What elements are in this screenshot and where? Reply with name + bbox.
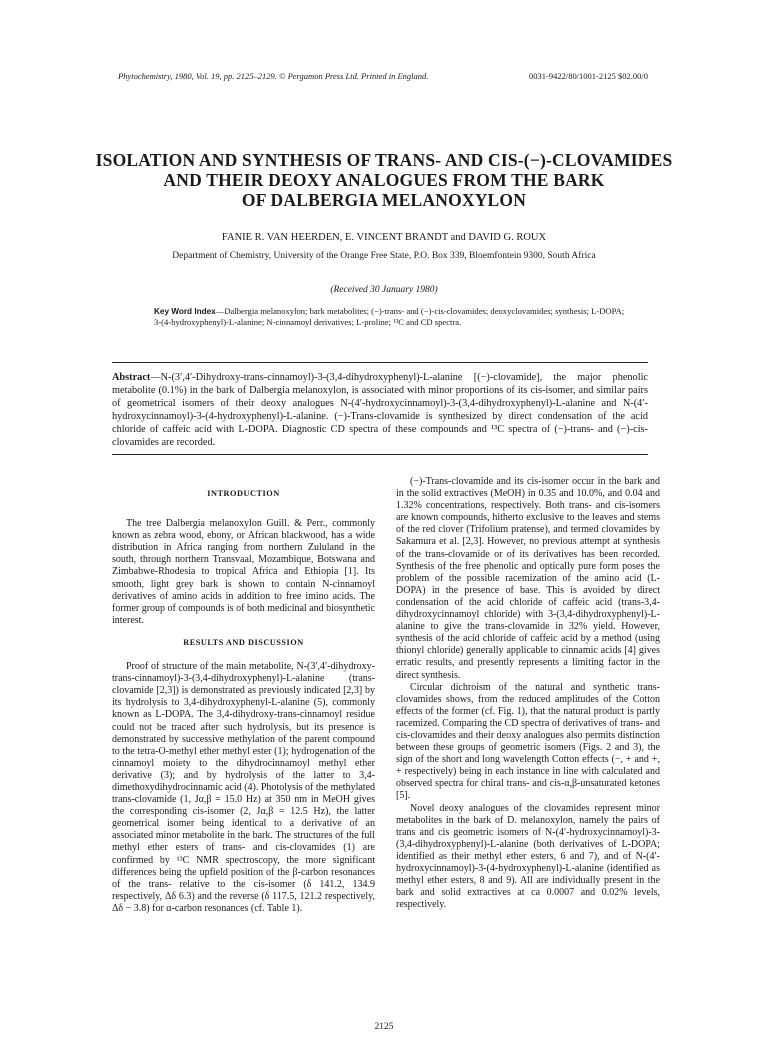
paragraph: Proof of structure of the main metabolite, N-(3′,4′-dihydroxy-trans-cinnamoyl)-3-(3,4-dihydroxyphenyl)-L-alanine (trans-clovamide [2,3]) is demonstrated as previously indicated [2,3] by its hydrolysis to 3,4-dihydroxyphenyl-L-alanine (5), commonly known as L-DOPA. The 3,4-dihydroxy-trans-cinnamoyl residue could not be traced after such hydrolysis, but its presence is demonstrated by successive methylation of the parent compound to the tetra-O-methyl ether methyl ester (1); hydrogenation of the cinnamoyl moiety to the dihydrocinnamoyl methyl ether derivative (3); and by hydrolysis of the latter to 3,4-dimethoxydihydrocinnamic acid (4). Photolysis of the methylated trans-clovamide (1, Jα,β = 15.0 Hz) at 350 nm in MeOH gives the corresponding cis-isomer (2, Jα,β = 12.5 Hz), the latter geometrical isomer being identical to a derivative of an associated minor metabolite in the bark. The structures of the full methyl ether esters of trans- and cis-clovamides (1) are confirmed by ¹³C NMR spectroscopy, the more significant differences being the upfield position of the β-carbon resonances of the trans- relative to the cis-isomer (δ 141.2, 134.9 respectively, Δδ 6.3) and the reverse (δ 117.5, 121.2 respectively, Δδ − 3.8) for α-carbon resonances (cf. Table 1). bbox=[112, 661, 376, 914]
abstract bbox=[112, 371, 648, 449]
paragraph: (−)-Trans-clovamide and its cis-isomer occur in the bark and in the solid extractives (MeOH) in 0.35 and 10.0%, and 0.04 and 1.32% concentrations, respectively. Both trans- and cis-isomers are known compounds, hitherto exclusive to the leaves and stems of the red clover (Trifolium pratense), and termed clovamides by Sakamura et al. [2,3]. However, no previous attempt at synthesis of the trans-clovamide or of its derivatives has been recorded. Synthesis of the free phenolic and optically pure form poses the problem of the possible racemization of the amino acid (L-DOPA) in the presence of base. This is avoided by direct condensation of the acid chloride of caffeic acid (trans-3,4-dihydroxycinnamoyl chloride) with 3-(3,4-dihydroxyphenyl)-L-alanine to give the trans-clovamide in 32% yield. However, synthesis of the acid chloride of caffeic acid by a method (using thionyl chloride) generally applicable to cinnamic acids [4] gives erratic results, and presently represents a limiting factor in the direct synthesis. bbox=[396, 476, 660, 681]
paragraph: Novel deoxy analogues of the clovamides represent minor metabolites in the bark of D. melanoxylon, namely the pairs of trans and cis geometric isomers of N-(4′-hydroxycinnamoyl)-3-(3,4-dihydroxyphenyl)-L-alanine (both derivatives of L-DOPA; identified as their methyl ether esters, 6 and 7), and of N-(4′-hydroxycinnamoyl)-3-(4-hydroxyphenyl)-L-alanine (identified as methyl ether esters, 8 and 9). All are individually present in the bark and solid extractives at ca 0.0007 and 0.02% levels, respectively. bbox=[396, 802, 660, 911]
authors: FANIE R. VAN HEERDEN, E. VINCENT BRANDT and DAVID G. ROUX bbox=[221, 232, 547, 243]
received-date: (Received 30 January 1980) bbox=[330, 285, 438, 295]
affiliation: Department of Chemistry, University of the Orange Free State, P.O. Box 339, Bloemfontein 9300, South Africa bbox=[172, 251, 596, 261]
keywords bbox=[154, 306, 628, 328]
abstract-label: Abstract bbox=[112, 372, 151, 383]
abstract-top-rule bbox=[112, 362, 648, 363]
paragraph: Circular dichroism of the natural and synthetic trans-clovamides shows, from the reduced amplitudes of the Cotton effects of the former (cf. Fig. 1), that the natural product is partly racemized. Comparing the CD spectra of derivatives of trans- and cis-clovamides and their deoxy analogues also permits distinction between these groups of geometric isomers (Figs. 2 and 3), the sign of the short and long wavelength Cotton effects (−, + and +, + respectively) being in each instance in line with calculated and observed spectra for chiral trans- and cis-α,β-unsaturated ketones [5]. bbox=[396, 681, 660, 802]
title-line-1: ISOLATION AND SYNTHESIS OF TRANS- AND CIS-(−)-CLOVAMIDES bbox=[95, 150, 673, 170]
article-title bbox=[60, 150, 708, 210]
journal-citation: Phytochemistry, 1980, Vol. 19, pp. 2125–2129. © Pergamon Press Ltd. Printed in England. bbox=[118, 71, 429, 81]
title-line-3: OF DALBERGIA MELANOXYLON bbox=[241, 190, 527, 210]
right-column bbox=[396, 476, 660, 911]
left-column bbox=[112, 476, 375, 915]
keywords-label: Key Word Index bbox=[154, 307, 216, 316]
section-heading-results: RESULTS AND DISCUSSION bbox=[183, 637, 304, 647]
article-code: 0031-9422/80/1001-2125 $02.00/0 bbox=[529, 71, 648, 81]
section-heading-introduction: INTRODUCTION bbox=[207, 489, 280, 498]
abstract-bottom-rule bbox=[112, 454, 648, 455]
title-line-2: AND THEIR DEOXY ANALOGUES FROM THE BARK bbox=[163, 170, 605, 190]
paragraph: The tree Dalbergia melanoxylon Guill. & Perr., commonly known as zebra wood, ebony, or African blackwood, has a wide distribution in Africa ranging from northern Zululand in the south, through northern Transvaal, Mozambique, Botswana and Zimbabwe-Rhodesia to tropical Africa and Ethiopia [1]. Its smooth, light grey bark is shown to contain N-cinnamoyl derivatives of amino acids in addition to free imino acids. The former group of compounds is of both medicinal and biosynthetic interest. bbox=[112, 518, 376, 626]
abstract-text: —N-(3′,4′-Dihydroxy-trans-cinnamoyl)-3-(3,4-dihydroxyphenyl)-L-alanine [(−)-clovamide], the major phenolic metabolite (0.1%) in the bark of Dalbergia melanoxylon, is associated with minor proportions of its cis-isomer, and similar pairs of geometrical isomers of their deoxy analogues N-(4′-hydroxycinnamoyl)-3-(3,4-dihydroxyphenyl)-L-alanine and N-(4′-hydroxycinnamoyl)-3-(4-hydroxyphenyl)-L-alanine. (−)-Trans-clovamide is synthesized by direct condensation of the acid chloride of caffeic acid with L-DOPA. Diagnostic CD spectra of these compounds and ¹³C spectra of (−)-trans- and (−)-cis-clovamides are recorded. bbox=[112, 372, 648, 448]
page-number: 2125 bbox=[374, 1022, 394, 1032]
keywords-text: —Dalbergia melanoxylon; bark metabolites; (−)-trans- and (−)-cis-clovamides; deoxyclovamides; synthesis; L-DOPA; 3-(4-hydroxyphenyl)-L-alanine; N-cinnamoyl derivatives; L-proline; ¹³C and CD spectra. bbox=[154, 306, 625, 327]
